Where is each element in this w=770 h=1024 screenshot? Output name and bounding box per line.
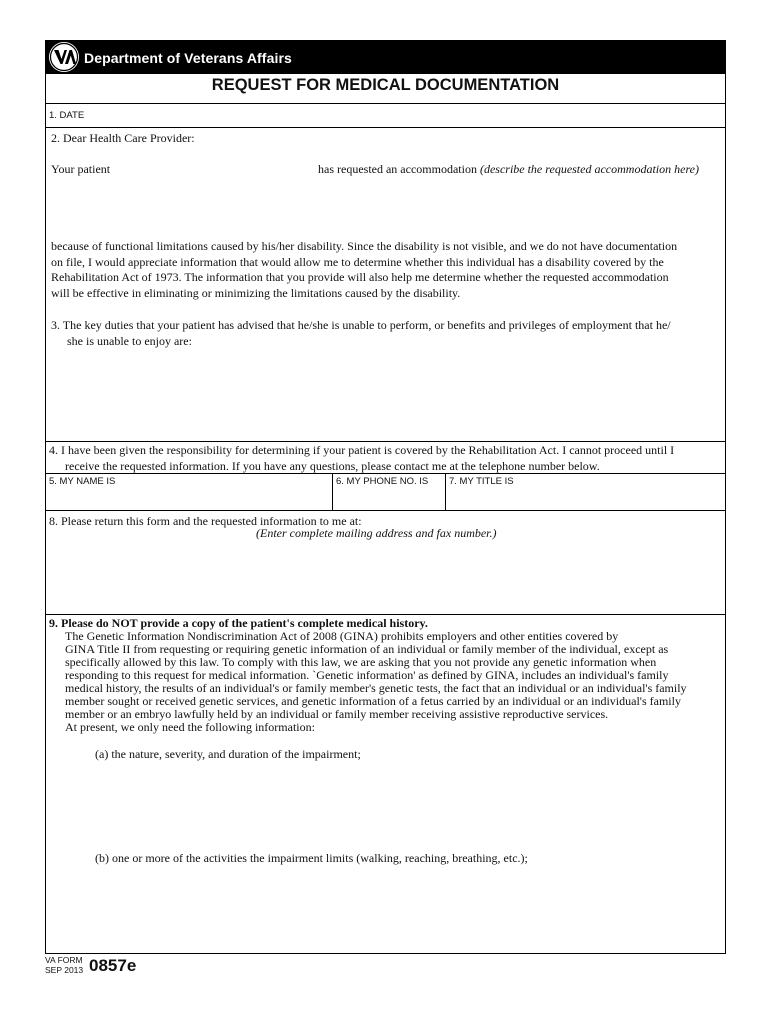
my-name-label: 5. MY NAME IS [49, 476, 116, 487]
responsibility-line: 4. I have been given the responsibility for determining if your patient is covered by the Rehabilitation Act. I cannot proceed until I [49, 443, 675, 457]
gina-line: The Genetic Information Nondiscrimination Act of 2008 (GINA) prohibits employers and other entities covered by [65, 629, 619, 643]
genetic-info-notice [49, 617, 687, 734]
rule-under-title [45, 103, 726, 104]
return-address-label: 8. Please return this form and the requested information to me at: [49, 514, 362, 528]
va-seal-icon [49, 42, 79, 72]
my-title-label: 7. MY TITLE IS [449, 476, 514, 487]
gina-line: responding to this request for medical information. `Genetic information' as defined by GINA, includes an individual's family [65, 668, 669, 682]
key-duties-line: 3. The key duties that your patient has advised that he/she is unable to perform, or benefits and privileges of employment that he/ [51, 318, 671, 332]
item-a-text: (a) the nature, severity, and duration of the impairment; [95, 747, 361, 761]
my-phone-label: 6. MY PHONE NO. IS [336, 476, 429, 487]
gina-line: specifically allowed by this law. To comply with this law, we are asking that you not provide any genetic information when [65, 655, 657, 669]
genetic-info-heading: 9. Please do NOT provide a copy of the patient's complete medical history. [49, 616, 428, 630]
gina-line: GINA Title II from requesting or requiring genetic information of an individual or family member of the individual, except as [65, 642, 669, 656]
agency-name: Department of Veterans Affairs [84, 50, 292, 66]
divider-6-7 [445, 473, 446, 510]
item-b-text: (b) one or more of the activities the impairment limits (walking, reaching, breathing, etc.); [95, 851, 528, 865]
footer-date: SEP 2013 [45, 964, 84, 975]
disability-line: because of functional limitations caused by his/her disability. Since the disability is not visible, and we do not have documentation [51, 239, 678, 253]
gina-line: member sought or received genetic services, and genetic information of a fetus carried by an individual or an individual's family [65, 694, 681, 708]
form-title: REQUEST FOR MEDICAL DOCUMENTATION [211, 76, 560, 94]
gina-line: member or an embryo lawfully held by an individual or family member receiving assistive reproductive services. [65, 707, 609, 721]
gina-line: At present, we only need the following information: [65, 720, 315, 734]
rule-above-section-8 [45, 510, 726, 511]
rule-under-date [45, 127, 726, 128]
disability-line: on file, I would appreciate information that would allow me to determine whether this individual has a disability covered by the [51, 254, 664, 269]
greeting: 2. Dear Health Care Provider: [51, 131, 195, 145]
accommodation-hint: (describe the requested accommodation here) [479, 162, 699, 176]
footer-form-number: 0857e [89, 956, 137, 975]
key-duties-line: she is unable to enjoy are: [67, 333, 192, 348]
key-duties-text [51, 318, 671, 349]
gina-line: medical history, the results of an individual's or family member's genetic tests, the fact that an individual or an individual's family [65, 681, 687, 695]
accommodation-prefix: has requested an accommodation [318, 162, 477, 176]
disability-paragraph [51, 239, 721, 302]
va-seal-graphic [49, 42, 79, 72]
your-patient-label: Your patient [51, 162, 111, 176]
responsibility-line: receive the requested information. If you have any questions, please contact me at the telephone number below. [65, 458, 600, 473]
rule-above-section-9 [45, 614, 726, 615]
responsibility-text [49, 443, 674, 474]
form-frame [45, 40, 726, 954]
disability-line: Rehabilitation Act of 1973. The information that you provide will also help me determine whether the requested accommodation [51, 270, 669, 285]
footer-va-form: VA FORM [45, 955, 83, 965]
divider-5-6 [332, 473, 333, 510]
footer-form-info [45, 956, 83, 975]
disability-line: will be effective in eliminating or minimizing the limitations caused by the disability. [51, 286, 461, 301]
date-label: 1. DATE [49, 110, 85, 121]
return-address-hint: (Enter complete mailing address and fax number.) [256, 526, 497, 540]
accommodation-line [318, 162, 699, 177]
rule-above-section-4 [45, 441, 726, 442]
